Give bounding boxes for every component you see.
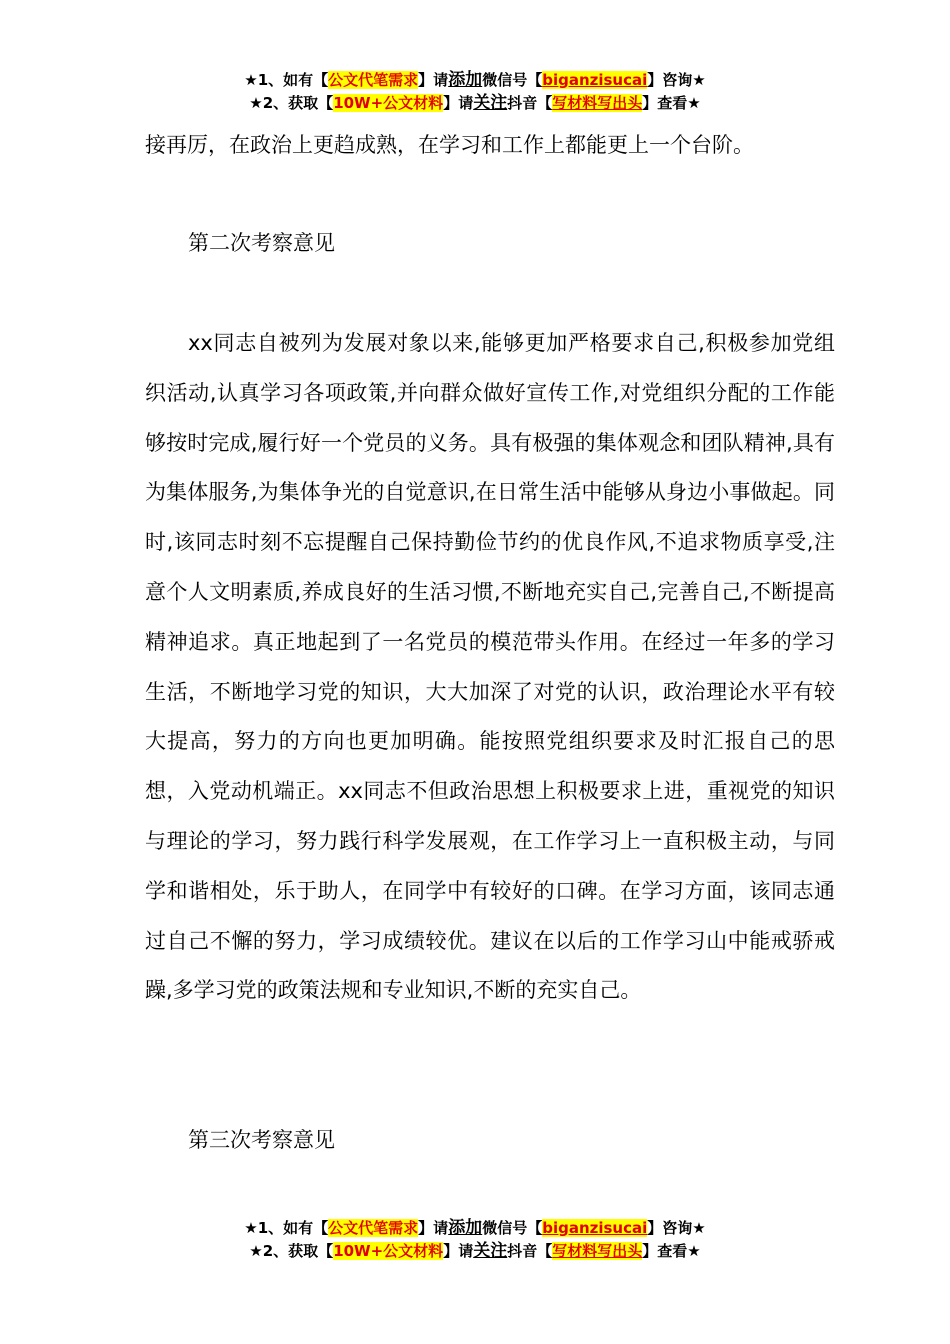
- banner-suffix: 】查看★: [642, 1242, 701, 1260]
- banner-prefix: ★2、获取【: [249, 1242, 334, 1260]
- banner-suffix: 】咨询★: [647, 1219, 706, 1237]
- wechat-id-link[interactable]: biganzisucai: [542, 1219, 648, 1237]
- section-heading-second-review: 第二次考察意见: [188, 231, 335, 255]
- banner-emphasis: 关注: [473, 93, 508, 113]
- banner-text: 微信号【: [482, 1219, 543, 1237]
- banner-line-1: [0, 69, 950, 92]
- banner-suffix: 】咨询★: [647, 71, 706, 89]
- header-banner: [0, 69, 950, 115]
- douyin-account-link[interactable]: 写材料写出头: [552, 94, 643, 112]
- douyin-account-link[interactable]: 写材料写出头: [552, 1242, 643, 1260]
- banner-text: 抖音【: [507, 1242, 553, 1260]
- banner-line-2: [0, 92, 950, 115]
- wechat-id-link[interactable]: biganzisucai: [542, 71, 648, 89]
- highlight-materials: 10W+公文材料: [333, 94, 444, 112]
- highlight-materials: 10W+公文材料: [333, 1242, 444, 1260]
- paragraph-continuation: 接再厉，在政治上更趋成熟，在学习和工作上都能更上一个台阶。: [145, 133, 754, 157]
- banner-line-1: [0, 1217, 950, 1240]
- banner-text: 微信号【: [482, 71, 543, 89]
- banner-line-2: [0, 1240, 950, 1263]
- banner-emphasis: 关注: [473, 1241, 508, 1261]
- banner-text: 】请: [418, 1219, 449, 1237]
- footer-banner: [0, 1217, 950, 1263]
- highlight-service: 公文代笔需求: [328, 1219, 419, 1237]
- banner-prefix: ★1、如有【: [244, 71, 329, 89]
- banner-prefix: ★1、如有【: [244, 1219, 329, 1237]
- banner-prefix: ★2、获取【: [249, 94, 334, 112]
- banner-text: 】请: [418, 71, 449, 89]
- highlight-service: 公文代笔需求: [328, 71, 419, 89]
- banner-suffix: 】查看★: [642, 94, 701, 112]
- banner-text: 抖音【: [507, 94, 553, 112]
- paragraph-second-review: xx同志自被列为发展对象以来,能够更加严格要求自己,积极参加党组织活动,认真学习各项政策,并向群众做好宣传工作,对党组织分配的工作能够按时完成,履行好一个党员的义务。具有极强的集体观念和团队精神,具有为集体服务,为集体争光的自觉意识,在日常生活中能够从身边小事做起。同时,该同志时刻不忘提醒自己保持勤俭节约的优良作风,不追求物质享受,注意个人文明素质,养成良好的生活习惯,不断地充实自己,完善自己,不断提高精神追求。真正地起到了一名党员的模范带头作用。在经过一年多的学习生活，不断地学习党的知识，大大加深了对党的认识，政治理论水平有较大提高，努力的方向也更加明确。能按照党组织要求及时汇报自己的思想，入党动机端正。xx同志不但政治思想上积极要求上进，重视党的知识与理论的学习，努力践行科学发展观，在工作学习上一直积极主动，与同学和谐相处，乐于助人，在同学中有较好的口碑。在学习方面，该同志通过自己不懈的努力，学习成绩较优。建议在以后的工作学习山中能戒骄戒躁,多学习党的政策法规和专业知识,不断的充实自己。: [145, 331, 835, 1003]
- banner-emphasis: 添加: [448, 70, 483, 90]
- banner-text: 】请: [443, 1242, 474, 1260]
- banner-emphasis: 添加: [448, 1218, 483, 1238]
- section-heading-third-review: 第三次考察意见: [188, 1128, 335, 1152]
- banner-text: 】请: [443, 94, 474, 112]
